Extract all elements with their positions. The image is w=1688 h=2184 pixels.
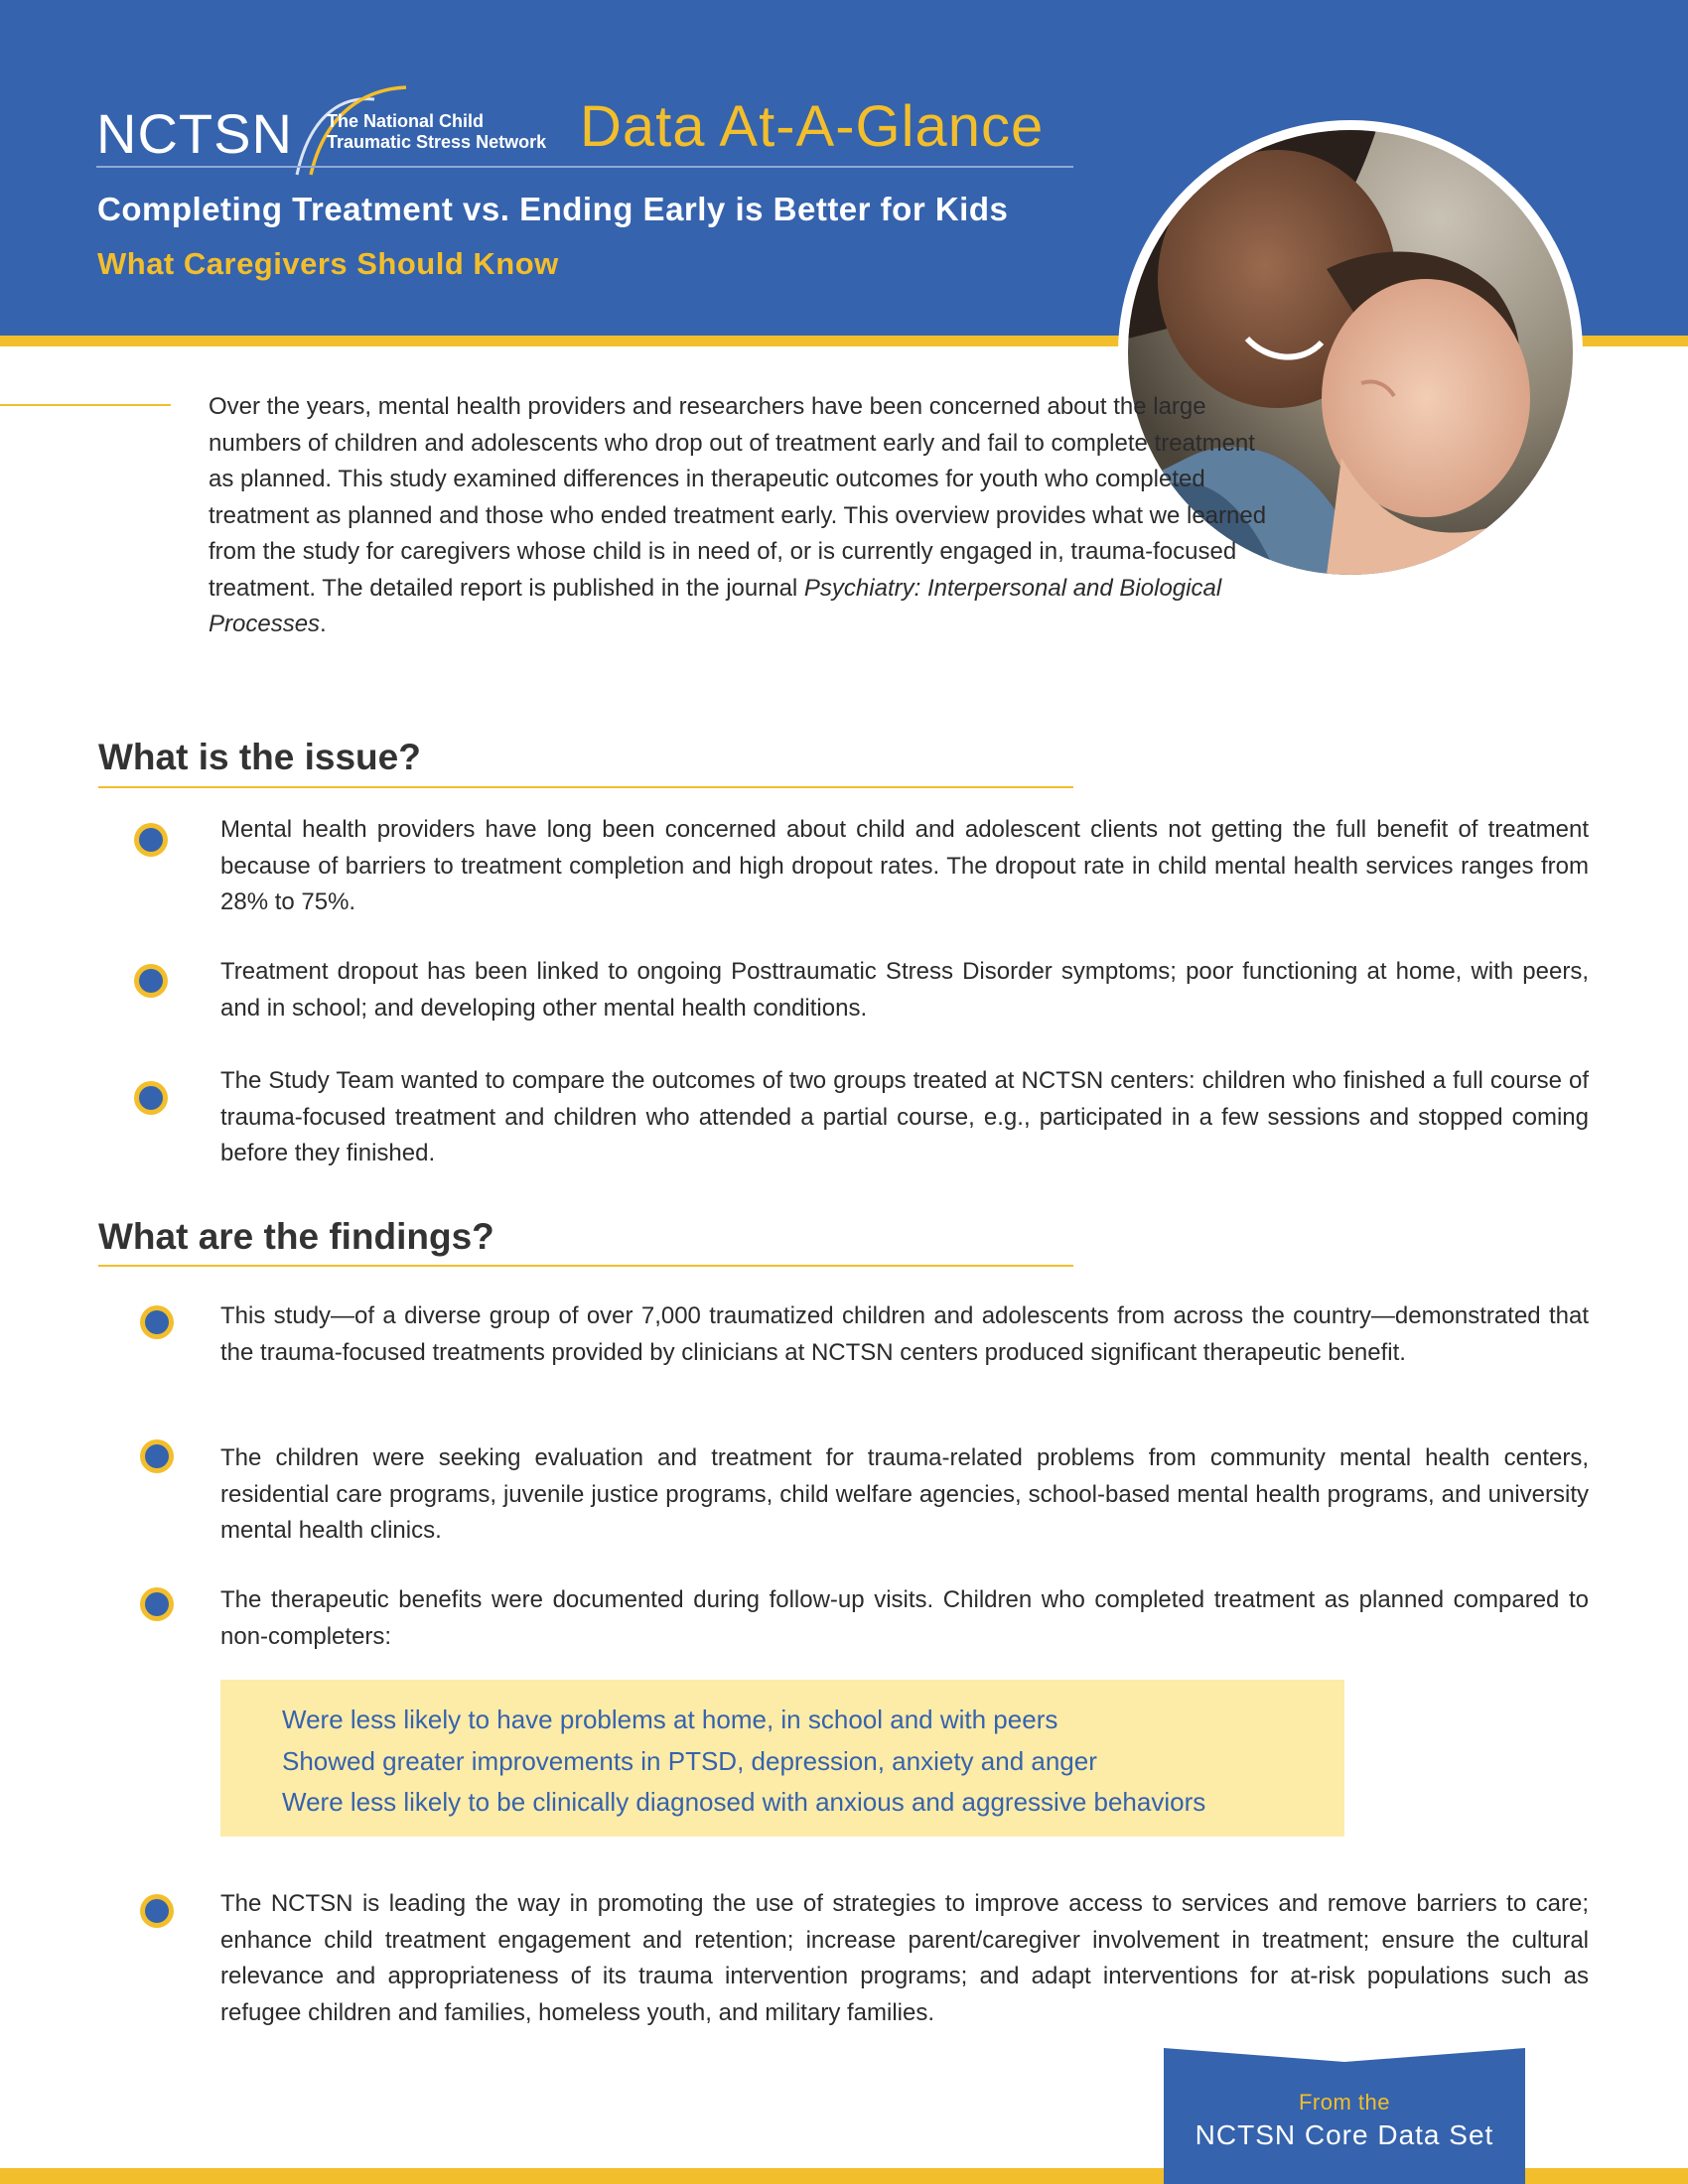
bullet-icon bbox=[140, 1587, 174, 1621]
page-tagline: What Caregivers Should Know bbox=[97, 246, 559, 281]
bullet-icon bbox=[134, 964, 168, 998]
page-title: Data At-A-Glance bbox=[580, 94, 1045, 159]
core-data-set-badge bbox=[1164, 2048, 1525, 2184]
outcome-item-1: Were less likely to have problems at home, in school and with peers bbox=[282, 1705, 1058, 1734]
findings-item-4: The NCTSN is leading the way in promoting the use of strategies to improve access to services and remove barriers to care; enhance child treatment engagement and retention; increase parent/caregiver involvement in treatment; ensure the cultural relevance and appropriateness of its trauma intervention programs; and adapt interventions for at-risk populations such as refugee children and families, homeless youth, and military families. bbox=[220, 1890, 1589, 2026]
outcome-item-2: Showed greater improvements in PTSD, depression, anxiety and anger bbox=[282, 1745, 1097, 1776]
logo-full-name bbox=[327, 111, 565, 153]
intro-paragraph bbox=[209, 389, 1271, 643]
issue-item-2: Treatment dropout has been linked to ongoing Posttraumatic Stress Disorder symptoms; poor functioning at home, with peers, and in school; and developing other mental health conditions. bbox=[220, 958, 1589, 1022]
findings-item-2: The children were seeking evaluation and treatment for trauma-related problems from community mental health centers, residential care programs, juvenile justice programs, child welfare agencies, school-based mental health programs, and university mental health clinics. bbox=[220, 1444, 1589, 1544]
intro-accent-rule bbox=[0, 404, 171, 406]
outcome-item-3: Were less likely to be clinically diagnosed with anxious and aggressive behaviors bbox=[282, 1787, 1206, 1817]
header-divider bbox=[96, 166, 1073, 168]
badge-line2: NCTSN Core Data Set bbox=[1195, 2119, 1494, 2150]
outcomes-list bbox=[220, 1680, 1344, 1824]
issue-item-1: Mental health providers have long been concerned about child and adolescent clients not getting the full benefit of treatment because of barriers to treatment completion and high dropout rates. The dropout rate in child mental health services ranges from 28% to 75%. bbox=[220, 816, 1589, 915]
nctsn-logo bbox=[96, 97, 563, 177]
logo-acronym: NCTSN bbox=[96, 102, 293, 165]
bullet-icon bbox=[140, 1305, 174, 1339]
journal-title: Psychiatry: Interpersonal and Biological Processes bbox=[209, 574, 1222, 637]
issue-heading: What is the issue? bbox=[98, 737, 421, 777]
findings-heading: What are the findings? bbox=[98, 1216, 494, 1257]
issue-heading-rule bbox=[98, 786, 1073, 788]
findings-item-1: This study—of a diverse group of over 7,000 traumatized children and adolescents from across the country—demonstrated that the trauma-focused treatments provided by clinicians at NCTSN centers produced significant therapeutic benefit. bbox=[220, 1302, 1589, 1366]
badge-line1: From the bbox=[1298, 2090, 1391, 2115]
findings-item-3: The therapeutic benefits were documented during follow-up visits. Children who completed treatment as planned compared to non-completers: bbox=[220, 1586, 1589, 1650]
intro-text: Over the years, mental health providers and researchers have been concerned about the large numbers of children and adolescents who drop out of treatment early and fail to complete treatment as planned. This study examined differences in therapeutic outcomes for youth who completed treatment as planned and those who ended treatment early. This overview provides what we learned from the study for caregivers whose child is in need of, or is currently engaged in, trauma-focused treatment. The detailed report is published in the journal bbox=[209, 393, 1267, 602]
intro-end: . bbox=[320, 611, 327, 637]
logo-name-line1: The National Child bbox=[327, 111, 485, 131]
bullet-icon bbox=[134, 1081, 168, 1115]
issue-item-3: The Study Team wanted to compare the outcomes of two groups treated at NCTSN centers: children who finished a full course of trauma-focused treatment and children who attended a partial course, e.g., participated in a few sessions and stopped coming before they finished. bbox=[220, 1067, 1589, 1166]
findings-heading-rule bbox=[98, 1265, 1073, 1267]
badge-banner-shape bbox=[1164, 2048, 1525, 2184]
page-subtitle: Completing Treatment vs. Ending Early is Better for Kids bbox=[97, 191, 1009, 227]
outcomes-highlight-box bbox=[220, 1680, 1344, 1837]
bullet-icon bbox=[140, 1439, 174, 1473]
logo-name-line2: Traumatic Stress Network bbox=[327, 132, 547, 152]
bullet-icon bbox=[140, 1894, 174, 1928]
bullet-icon bbox=[134, 823, 168, 857]
